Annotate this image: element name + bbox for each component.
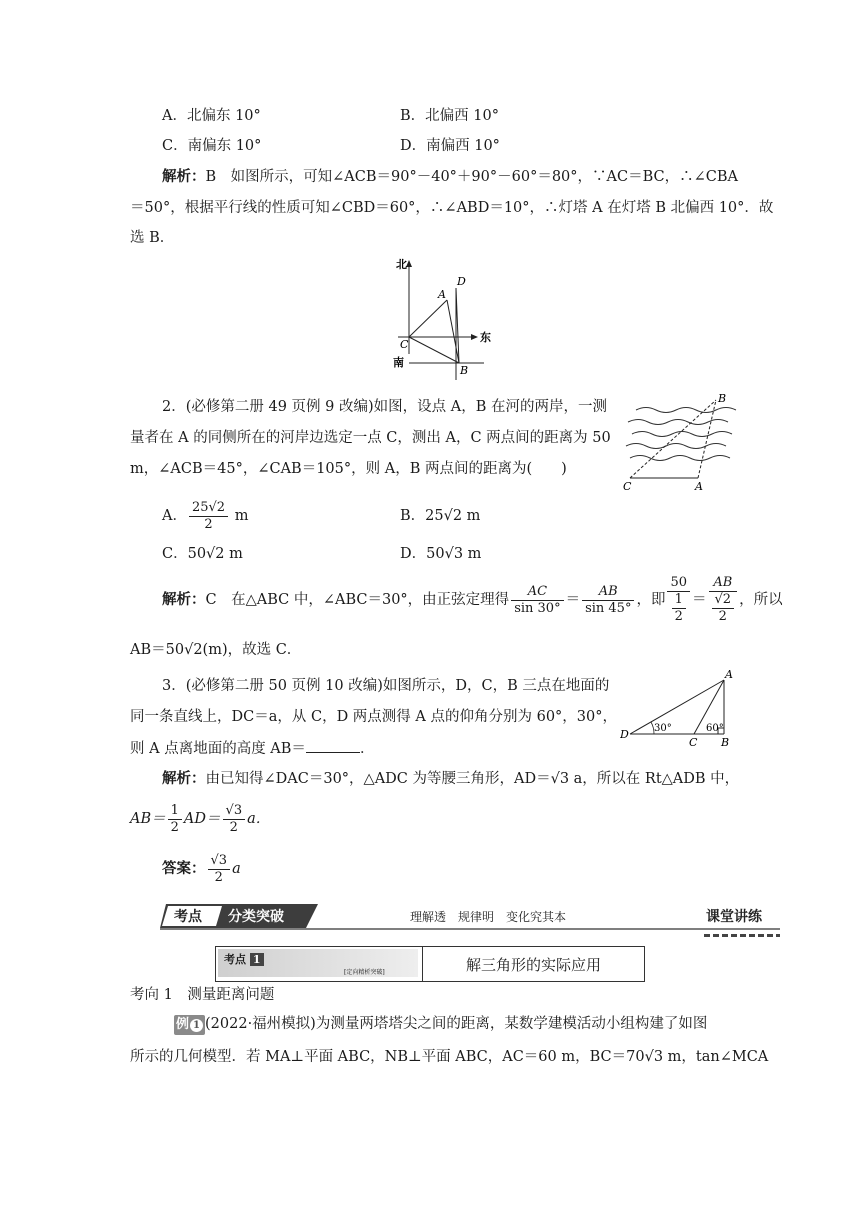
q3-stem-line-1: 3．(必修第二册 50 页例 10 改编)如图所示，D，C，B 三点在地面的 xyxy=(162,678,610,694)
frac-num: √3 xyxy=(208,853,231,870)
section-right-label: 课堂讲练 xyxy=(706,909,762,925)
section-tag2: 分类突破 xyxy=(228,909,284,925)
kaodian-title: 解三角形的实际应用 xyxy=(466,956,602,974)
frac-num: 50 xyxy=(667,575,690,592)
q3-stem-text-3a: 则 A 点离地面的高度 AB＝ xyxy=(130,741,306,757)
q3-solution-text-2c: a． xyxy=(247,811,271,827)
option-a-numerator: 25√2 xyxy=(189,500,228,517)
frac-den: 2 xyxy=(214,869,223,885)
q1-solution-line-3: 选 B． xyxy=(130,230,175,246)
q1-option-d: D．南偏西 10° xyxy=(400,138,500,154)
option-a-unit: m xyxy=(234,508,249,524)
frac-den: sin 45° xyxy=(585,600,632,616)
q2-stem-line-2: 量者在 A 的同侧所在的河岸边选定一点 C，测出 A，C 两点间的距离为 50 xyxy=(130,430,611,446)
q2-solution-text-1c: ，所以 xyxy=(739,592,783,608)
angle-label-60: 60° xyxy=(706,723,724,734)
frac-den: 2 xyxy=(229,819,238,835)
answer-blank xyxy=(306,738,360,753)
q3-stem-line-2: 同一条直线上，DC＝a，从 C，D 两点测得 A 点的仰角分别为 60°，30°， xyxy=(130,709,618,725)
frac-den xyxy=(667,592,690,625)
solution-label: 解析： xyxy=(162,770,206,787)
example-number: 1 xyxy=(190,1019,203,1032)
fraction-root3-half xyxy=(223,803,246,836)
answer-label: 答案： xyxy=(162,860,206,877)
solution-label: 解析： xyxy=(162,591,206,608)
answer-fraction xyxy=(208,853,231,886)
frac-num: AC xyxy=(511,584,563,601)
label-c: C xyxy=(623,480,632,492)
kaodian-box xyxy=(215,946,645,982)
east-arrow xyxy=(471,334,478,340)
frac-num: √3 xyxy=(223,803,246,820)
q3-solution-text-1: 由已知得∠DAC＝30°，△ADC 为等腰三角形，AD＝√3 a，所以在 Rt△ADB 中， xyxy=(205,771,740,787)
river-waves xyxy=(626,408,736,461)
solution-label: 解析： xyxy=(162,168,206,185)
frac-den: 2 xyxy=(674,609,683,624)
answer-variable: a xyxy=(232,861,241,877)
angle-label-30: 30° xyxy=(654,723,672,734)
frac-num: √2 xyxy=(712,592,735,609)
label-b: B xyxy=(460,364,469,377)
q1-option-c: C．南偏东 10° xyxy=(162,138,262,154)
frac-num: 1 xyxy=(672,592,686,609)
example-line-1 xyxy=(174,1014,707,1035)
option-a-fraction xyxy=(189,500,228,533)
example-text-1: (2022·福州模拟)为测量两塔塔尖之间的距离，某数学建模活动小组构建了如图 xyxy=(205,1016,708,1032)
segment-ca xyxy=(409,300,447,337)
segment-cb xyxy=(409,337,459,363)
q1-solution-line-1 xyxy=(162,167,738,187)
q3-stem-text-3b: ． xyxy=(359,741,375,757)
q3-stem-line-3 xyxy=(130,738,374,759)
option-a-label: A． xyxy=(162,508,187,524)
q1-solution-text-1: B 如图所示，可知∠ACB＝90°－40°＋90°－60°＝80°，∵AC＝BC，∴∠CBA xyxy=(205,169,738,185)
q1-option-a: A．北偏东 10° xyxy=(162,108,261,124)
fraction-one-half xyxy=(168,803,182,836)
kaodian-divider xyxy=(422,947,423,981)
q2-solution-line-1 xyxy=(162,572,783,628)
q2-solution-line-2: AB＝50√2(m)，故选 C． xyxy=(130,642,302,658)
example-tag xyxy=(174,1015,205,1035)
kaodian-label xyxy=(224,951,264,967)
label-south: 南 xyxy=(393,356,404,369)
kaodian-number: 1 xyxy=(250,953,264,966)
q3-solution-text-2a: AB＝ xyxy=(130,811,166,827)
equals-sign: ＝ xyxy=(565,592,581,608)
q2-option-b: B．25√2 m xyxy=(400,508,481,524)
fraction-ab-root2-half xyxy=(709,575,738,625)
q2-option-a xyxy=(162,496,248,536)
q3-solution-line-1 xyxy=(162,769,739,789)
label-b: B xyxy=(718,392,727,405)
q3-triangle-figure xyxy=(620,668,740,750)
frac-num: 1 xyxy=(168,803,182,820)
label-a: A xyxy=(438,288,446,301)
label-c: C xyxy=(689,736,698,749)
kaodian-label-text: 考点 xyxy=(224,953,246,966)
option-a-denominator: 2 xyxy=(204,516,213,532)
q1-option-b: B．北偏西 10° xyxy=(400,108,499,124)
label-d: D xyxy=(457,275,466,288)
topic-line: 考向 1 测量距离问题 xyxy=(130,987,275,1003)
q1-compass-figure xyxy=(388,252,498,380)
section-tag1: 考点 xyxy=(174,909,202,925)
q2-solution-text-1a: C 在△ABC 中，∠ABC＝30°，由正弦定理得 xyxy=(205,592,510,608)
fraction-ac-sin30 xyxy=(511,584,563,617)
equals-sign: ＝ xyxy=(692,592,707,608)
frac-num: AB xyxy=(582,584,634,601)
q1-solution-line-2: ＝50°，根据平行线的性质可知∠CBD＝60°，∴∠ABD＝10°，∴灯塔 A 在灯塔 B 北偏西 10°．故 xyxy=(130,200,774,216)
frac-den: 2 xyxy=(170,819,179,835)
label-north: 北 xyxy=(396,258,407,271)
frac-den: sin 30° xyxy=(514,600,561,616)
frac-num: AB xyxy=(709,575,738,592)
fraction-ab-sin45 xyxy=(582,584,634,617)
q3-answer-line xyxy=(162,846,241,892)
q2-river-figure xyxy=(618,392,738,492)
label-a: A xyxy=(695,480,703,492)
label-a: A xyxy=(725,668,733,681)
label-b: B xyxy=(721,736,730,749)
q3-solution-line-2 xyxy=(130,796,270,842)
q2-option-c: C．50√2 m xyxy=(162,546,243,562)
fraction-50-half xyxy=(667,575,690,625)
q3-solution-text-2b: AD＝ xyxy=(183,811,221,827)
label-c: C xyxy=(400,338,409,351)
q2-option-d: D．50√3 m xyxy=(400,546,482,562)
section-dash-decoration xyxy=(704,934,780,937)
section-header-bar xyxy=(160,902,780,930)
label-east: 东 xyxy=(480,331,491,344)
q2-solution-text-1b: ，即 xyxy=(636,592,666,608)
frac-den: 2 xyxy=(718,609,727,624)
q2-stem-line-1: 2．(必修第二册 49 页例 9 改编)如图，设点 A，B 在河的两岸，一测 xyxy=(162,399,607,415)
q2-stem-line-3: m，∠ACB＝45°，∠CAB＝105°，则 A，B 两点间的距离为( ) xyxy=(130,461,567,477)
frac-den xyxy=(709,592,738,625)
section-subtitle: 理解透 规律明 变化究其本 xyxy=(410,910,567,924)
label-d: D xyxy=(620,728,629,741)
kaodian-small-text: [定向精析突破] xyxy=(344,969,385,976)
example-tag-text: 例 xyxy=(176,1017,190,1032)
example-line-2: 所示的几何模型．若 MA⊥平面 ABC，NB⊥平面 ABC，AC＝60 m，BC＝70√3 m，tan∠MCA xyxy=(130,1049,769,1065)
